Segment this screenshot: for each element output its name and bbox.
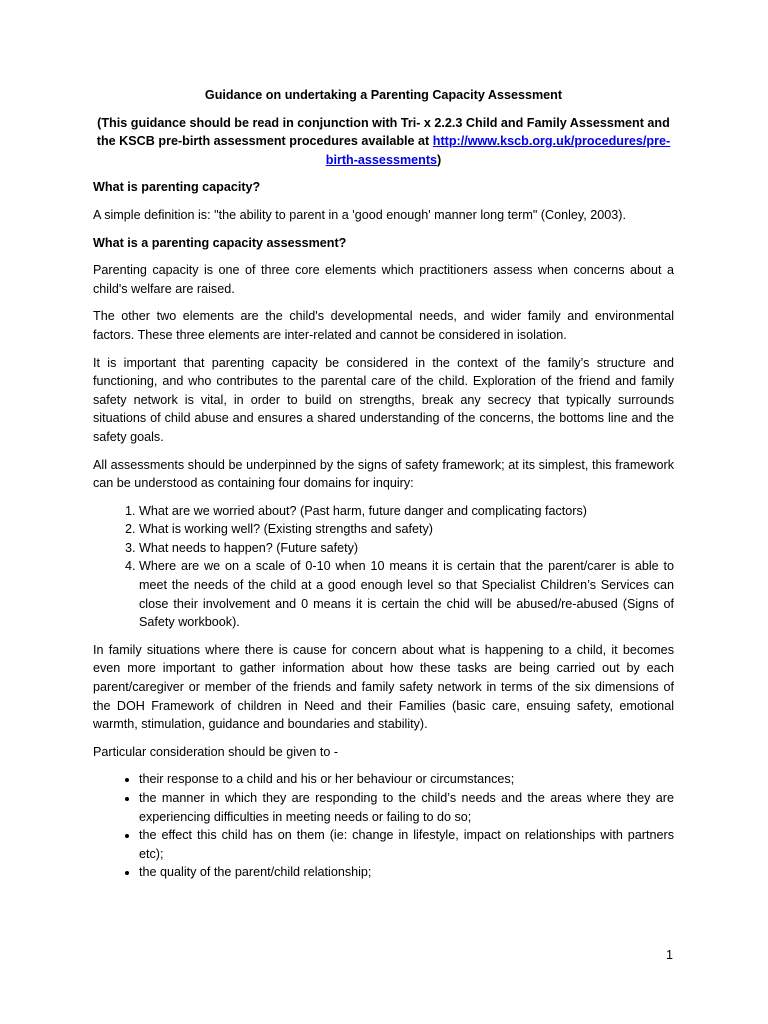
- paragraph-signs-of-safety: All assessments should be underpinned by the signs of safety framework; at its simplest, this framework can be understood as containing four domains for inquiry:: [93, 457, 674, 491]
- definition-paragraph: A simple definition is: "the ability to parent in a 'good enough' manner long term" (Conley, 2003).: [93, 207, 626, 222]
- document-title: Guidance on undertaking a Parenting Capacity Assessment: [204, 88, 563, 102]
- paragraph-other-elements: The other two elements are the child's developmental needs, and wider family and environmental factors. These three elements are inter-related and cannot be considered in isolation.: [93, 309, 674, 342]
- bullet-item: • the quality of the parent/child relationship;: [139, 863, 674, 882]
- paragraph-core-elements: Parenting capacity is one of three core elements which practitioners assess when concerns about a child's welfare are raised.: [93, 263, 674, 296]
- paragraph-particular-consideration: Particular consideration should be given to -: [93, 744, 339, 759]
- bullet-item: • the manner in which they are responding to the child’s needs and the areas where they are experiencing difficulties in meeting needs or failing to do so;: [139, 789, 674, 826]
- heading-what-is-parenting-capacity: What is parenting capacity?: [93, 180, 261, 195]
- bullet-item: • the effect this child has on them (ie: change in lifestyle, impact on relationships with partners etc);: [139, 826, 674, 863]
- subtitle-text: (This guidance should be read in conjunction with Tri- x 2.2.3 Child and Family Assessment and the KSCB pre-birth assessment procedures available at: [96, 115, 670, 149]
- consideration-bullet-list: [93, 770, 674, 882]
- kscb-procedures-link[interactable]: http://www.kscb.org.uk/procedures/pre-birth-assessments: [325, 134, 671, 167]
- numbered-item: 3. What needs to happen? (Future safety): [139, 539, 674, 558]
- numbered-item: 4. Where are we on a scale of 0-10 when 10 means it is certain that the parent/carer is able to meet the needs of the child at a good enough level so that Specialist Children’s Services can close their involvement and 0 means it is certain the chid will be abused/re-abused (Signs of Safety workbook).: [139, 557, 674, 631]
- document-subtitle: [93, 114, 674, 170]
- numbered-item: 2. What is working well? (Existing strengths and safety): [139, 520, 674, 539]
- paragraph-family-context: It is important that parenting capacity be considered in the context of the family’s structure and functioning, and who contributes to the parental care of the child. Exploration of the friend and family safety network is vital, in order to build on strengths, break any secrecy that typically surrounds situations of child abuse and ensures a shared understanding of the concerns, the bottoms line and the safety goals.: [93, 355, 674, 444]
- numbered-item: 1. What are we worried about? (Past harm, future danger and complicating factors): [139, 502, 674, 521]
- paragraph-family-situations: In family situations where there is cause for concern about what is happening to a child, it becomes even more important to gather information about how these tasks are being carried out by each parent/caregiver or member of the friends and family safety network in terms of the six dimensions of the DOH Framework of children in Need and their Families (basic care, ensuing safety, emotional warmth, stimulation, guidance and boundaries and stability).: [93, 642, 674, 732]
- domains-numbered-list: [93, 502, 674, 632]
- subtitle-closing: ): [437, 152, 442, 167]
- document-page: [93, 86, 674, 891]
- heading-what-is-assessment: What is a parenting capacity assessment?: [93, 235, 347, 250]
- page-number: 1: [666, 948, 674, 962]
- bullet-item: • their response to a child and his or her behaviour or circumstances;: [139, 770, 674, 789]
